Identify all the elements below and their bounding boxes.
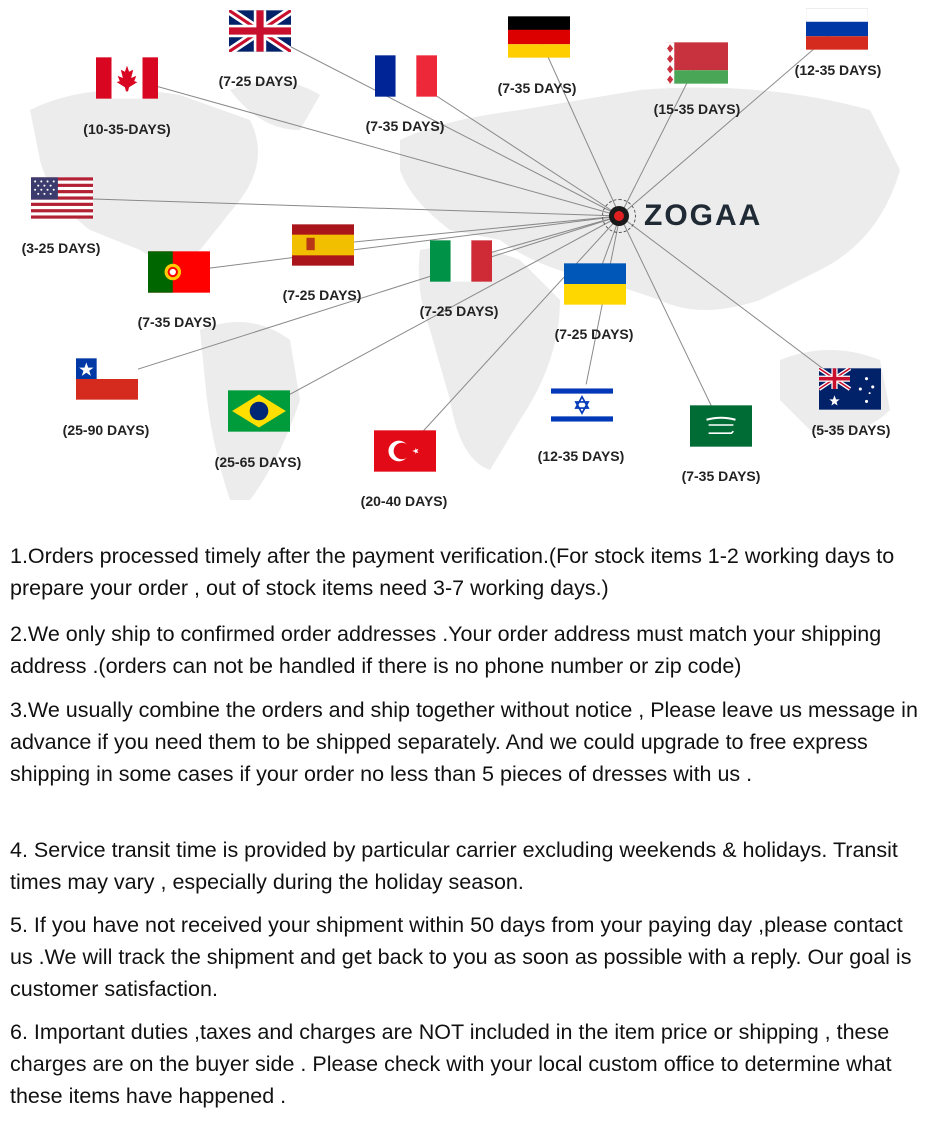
note-2: 2.We only ship to confirmed order addresses .Your order address must match your shipping address .(orders can not be handled if there is no phone number or zip code) xyxy=(10,622,882,678)
italy-days-label: (7-25 DAYS) xyxy=(419,303,499,319)
uk-days-label: (7-25 DAYS) xyxy=(218,73,298,89)
saudi-arabia-days-label: (7-35 DAYS) xyxy=(681,468,761,484)
italy-flag-icon xyxy=(430,240,492,282)
brand xyxy=(602,196,762,236)
turkey-days-label: (20-40 DAYS) xyxy=(360,493,448,509)
spain-flag-icon xyxy=(292,224,354,266)
usa-flag-icon xyxy=(31,177,93,219)
russia-flag-icon xyxy=(806,8,868,50)
brand-name: ZOGAA xyxy=(644,199,763,232)
australia-days-label: (5-35 DAYS) xyxy=(811,422,891,438)
portugal-flag-icon xyxy=(148,251,210,293)
note-5: 5. If you have not received your shipment within 50 days from your paying day ,please contact us .We will track the shipment and get back to you as soon as possible with a reply. Our goal is customer satisfaction. xyxy=(10,913,912,1001)
israel-flag-icon xyxy=(551,384,613,426)
ukraine-days-label: (7-25 DAYS) xyxy=(554,326,634,342)
usa-days-label: (3-25 DAYS) xyxy=(21,240,101,256)
note-6: 6. Important duties ,taxes and charges are NOT included in the item price or shipping , these charges are on the buyer side . Please check with your local custom office to determine what these items have happened . xyxy=(10,1020,892,1108)
france-flag-icon xyxy=(375,55,437,97)
belarus-days-label: (15-35 DAYS) xyxy=(653,101,741,117)
turkey-flag-icon xyxy=(374,430,436,472)
israel-days-label: (12-35 DAYS) xyxy=(537,448,625,464)
belarus-flag-icon xyxy=(666,42,728,84)
germany-days-label: (7-35 DAYS) xyxy=(497,80,577,96)
ukraine-flag-icon xyxy=(564,263,626,305)
chile-days-label: (25-90 DAYS) xyxy=(62,422,150,438)
germany-flag-icon xyxy=(508,16,570,58)
chile-flag-icon xyxy=(76,358,138,400)
shipping-map xyxy=(0,0,930,520)
spain-days-label: (7-25 DAYS) xyxy=(282,287,362,303)
note-1: 1.Orders processed timely after the payment verification.(For stock items 1-2 working days to prepare your order , out of stock items need 3-7 working days.) xyxy=(10,544,895,600)
note-3: 3.We usually combine the orders and ship together without notice , Please leave us message in advance if you need them to be shipped separately. And we could upgrade to free express shipping in some cases if your order no less than 5 pieces of dresses with us . xyxy=(10,698,918,786)
canada-flag-icon xyxy=(96,57,158,99)
france-days-label: (7-35 DAYS) xyxy=(365,118,445,134)
saudi-arabia-flag-icon xyxy=(690,405,752,447)
uk-flag-icon xyxy=(229,10,291,52)
brazil-days-label: (25-65 DAYS) xyxy=(214,454,302,470)
russia-days-label: (12-35 DAYS) xyxy=(794,62,882,78)
portugal-days-label: (7-35 DAYS) xyxy=(137,314,217,330)
zogaa-logo-icon xyxy=(602,199,636,233)
note-4: 4. Service transit time is provided by particular carrier excluding weekends & holidays. Transit times may vary , especially during the holiday season. xyxy=(10,838,898,894)
brazil-flag-icon xyxy=(228,390,290,432)
australia-flag-icon xyxy=(819,368,881,410)
canada-days-label: (10-35-DAYS) xyxy=(83,121,171,137)
